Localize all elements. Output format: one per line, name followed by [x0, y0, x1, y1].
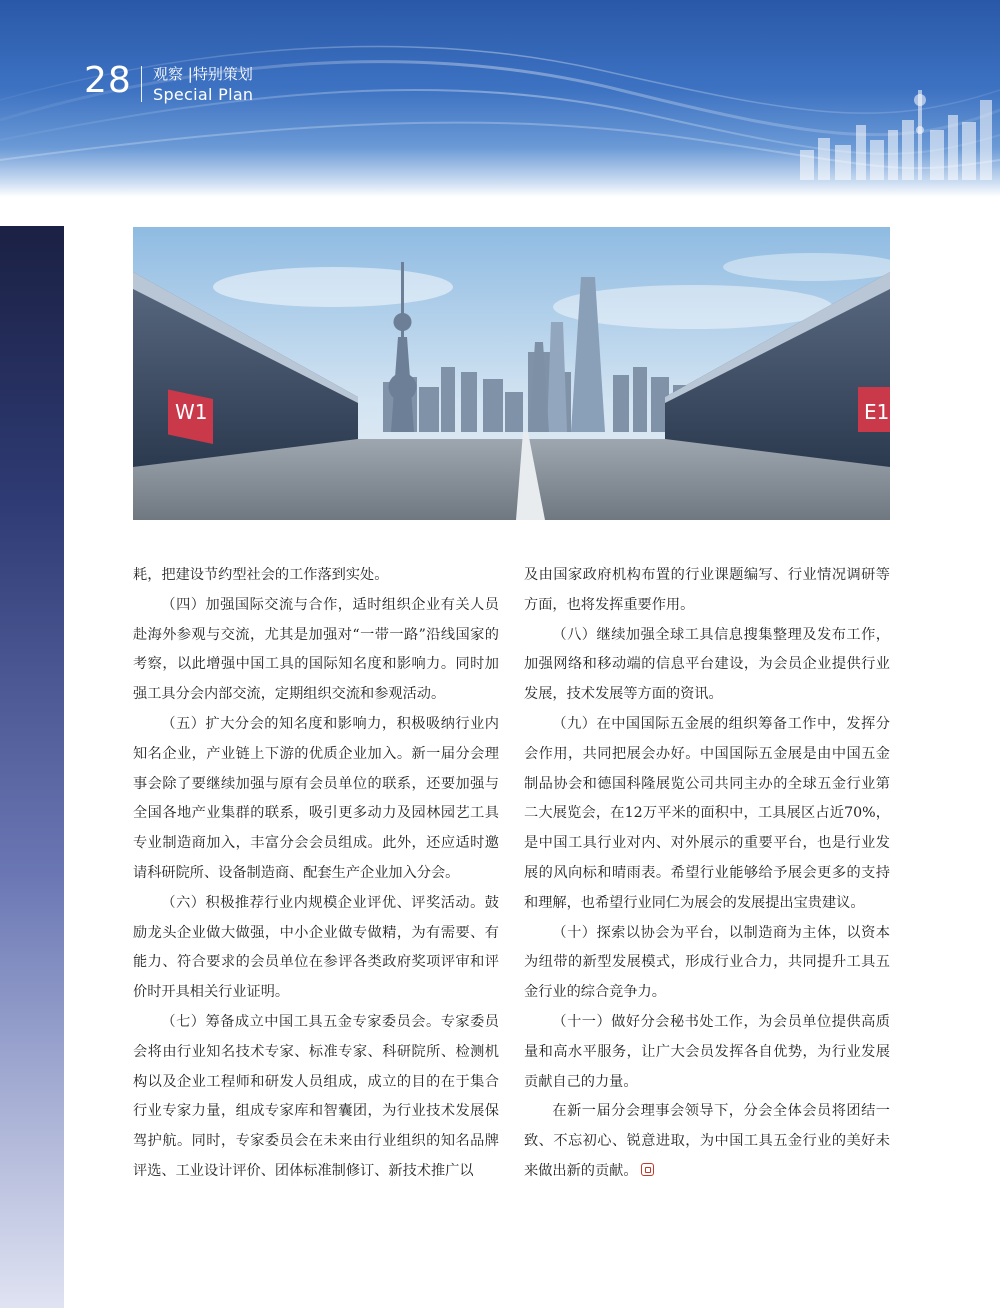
paragraph: （九）在中国国际五金展的组织筹备工作中，发挥分会作用，共同把展会办好。中国国际五金展是由中国五金制品协会和德国科隆展览公司共同主办的全球五金行业第二大展览会，在12万平米的面积中，工具展区占近70%，是中国工具行业对内、对外展示的重要平台，也是行业发展的风向标和晴雨表。希望行业能够给予展会更多的支持和理解，也希望行业同仁为展会的发展提出宝贵建议。 — [524, 715, 890, 911]
paragraph: 及由国家政府机构布置的行业课题编写、行业情况调研等方面，也将发挥重要作用。 — [524, 567, 890, 613]
paragraph: （十）探索以协会为平台，以制造商为主体，以资本为纽带的新型发展模式，形成行业合力，共同提升工具五金行业的综合竞争力。 — [524, 924, 890, 1001]
closing-text: 在新一届分会理事会领导下，分会全体会员将团结一致、不忘初心、锐意进取，为中国工具五金行业的美好未来做出新的贡献。 — [524, 1103, 890, 1179]
right-hall-sign: E1 — [864, 400, 890, 424]
section-title-cn: 观察 |特别策划 — [153, 65, 253, 83]
page-number: 28 — [84, 60, 132, 101]
paragraph: （八）继续加强全球工具信息搜集整理及发布工作，加强网络和移动端的信息平台建设，为会员企业提供行业发展，技术发展等方面的资讯。 — [524, 626, 890, 703]
header-banner — [0, 0, 1000, 197]
left-hall-sign: W1 — [175, 400, 208, 424]
closing-paragraph — [524, 1097, 890, 1186]
paragraph: （六）积极推荐行业内规模企业评优、评奖活动。鼓励龙头企业做大做强，中小企业做专做精，为有需要、有能力、符合要求的会员单位在参评各类政府奖项评审和评价时开具相关行业证明。 — [133, 894, 499, 1001]
expo-skyline-illustration — [133, 227, 890, 520]
hero-photo — [133, 227, 890, 520]
left-edge-strip — [0, 226, 64, 1308]
text-column-left — [133, 561, 499, 1187]
end-mark-icon — [641, 1163, 654, 1176]
paragraph: （四）加强国际交流与合作，适时组织企业有关人员赴海外参观与交流，尤其是加强对“一带一路”沿线国家的考察，以此增强中国工具的国际知名度和影响力。同时加强工具分会内部交流，定期组织交流和参观活动。 — [133, 596, 499, 703]
paragraph: 耗，把建设节约型社会的工作落到实处。 — [133, 567, 389, 583]
paragraph: （五）扩大分会的知名度和影响力，积极吸纳行业内知名企业，产业链上下游的优质企业加入。新一届分会理事会除了要继续加强与原有会员单位的联系，还要加强与全国各地产业集群的联系，吸引更多动力及园林园艺工具专业制造商加入，丰富分会会员组成。此外，还应适时邀请科研院所、设备制造商、配套生产企业加入分会。 — [133, 715, 499, 881]
section-title-en: Special Plan — [153, 85, 254, 104]
paragraph: （七）筹备成立中国工具五金专家委员会。专家委员会将由行业知名技术专家、标准专家、科研院所、检测机构以及企业工程师和研发人员组成，成立的目的在于集合行业专家力量，组成专家库和智囊团，为行业技术发展保驾护航。同时，专家委员会在未来由行业组织的知名品牌评选、工业设计评价、团体标准制修订、新技术推广以 — [133, 1013, 499, 1179]
text-column-right — [524, 561, 890, 1187]
banner-graphic — [0, 0, 1000, 197]
skyline-silhouette — [800, 90, 992, 180]
paragraph: （十一）做好分会秘书处工作，为会员单位提供高质量和高水平服务，让广大会员发挥各自优势，为行业发展贡献自己的力量。 — [524, 1013, 890, 1090]
header-divider — [141, 66, 142, 102]
